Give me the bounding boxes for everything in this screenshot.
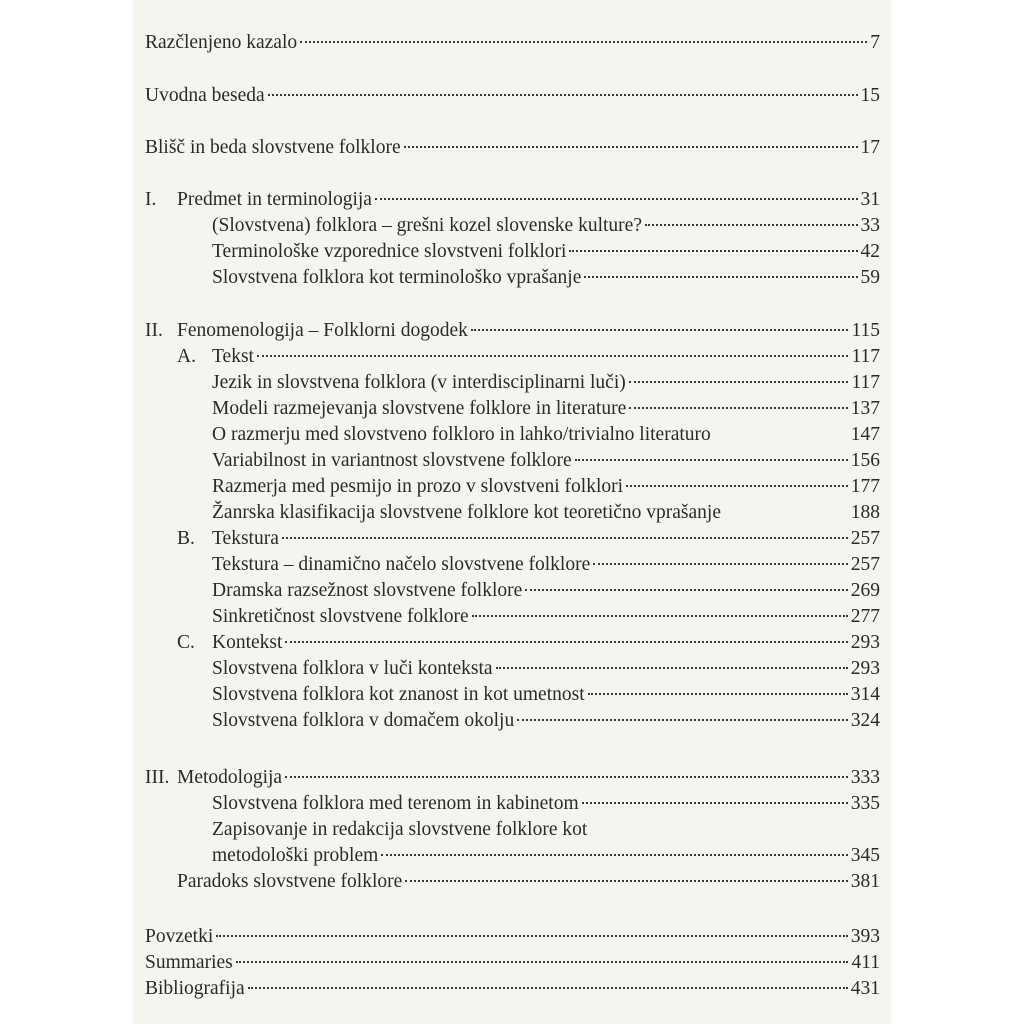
dot-leader (584, 276, 857, 278)
toc-title: Fenomenologija – Folklorni dogodek (177, 320, 468, 341)
dot-leader (236, 961, 849, 963)
toc-entry-subsection (145, 499, 880, 527)
toc-title: (Slovstvena) folklora – grešni kozel slovenske kulture? (212, 215, 642, 236)
toc-page-number: 15 (860, 85, 880, 106)
dot-leader (626, 485, 848, 487)
dot-leader (472, 615, 848, 617)
toc-title: Kontekst (212, 632, 283, 653)
dot-leader (582, 802, 848, 804)
toc-page-number: 345 (850, 845, 880, 866)
toc-title: Variabilnost in variantnost slovstvene folklore (212, 450, 572, 471)
toc-page-number: 147 (850, 424, 880, 445)
toc-title: Slovstvena folklora v domačem okolju (212, 710, 515, 731)
toc-title: Summaries (145, 952, 233, 973)
toc-entry-summaries (145, 949, 880, 977)
toc-page-number: 59 (860, 267, 880, 288)
toc-title: Uvodna beseda (145, 85, 265, 106)
toc-entry-subsection (145, 212, 880, 240)
dot-leader (517, 719, 848, 721)
toc-page-number: 33 (860, 215, 880, 236)
toc-page-number: 411 (851, 952, 880, 973)
toc-title: Bibliografija (145, 978, 245, 999)
toc-page-number: 156 (850, 450, 880, 471)
dot-leader (404, 146, 858, 148)
toc-page-number: 333 (850, 767, 880, 788)
toc-entry-section-ii (145, 317, 880, 345)
toc-entry-subsection (145, 447, 880, 475)
toc-page-number: 31 (860, 189, 880, 210)
toc-page-number: 7 (870, 32, 880, 53)
toc-entry-uvodna-beseda (145, 82, 880, 110)
dot-leader (496, 667, 848, 669)
dot-leader (569, 250, 857, 252)
toc-number: I. (145, 189, 157, 210)
toc-entry-subsection (145, 681, 880, 709)
toc-page-number: 42 (860, 241, 880, 262)
toc-entry-part-b (145, 525, 880, 553)
toc-entry-subsection (145, 473, 880, 501)
dot-leader (629, 407, 848, 409)
toc-page-number: 117 (851, 346, 880, 367)
toc-page-number: 137 (850, 398, 880, 419)
dot-leader (593, 563, 848, 565)
toc-title: Sinkretičnost slovstvene folklore (212, 606, 469, 627)
toc-title: Blišč in beda slovstvene folklore (145, 137, 401, 158)
toc-number: C. (177, 632, 195, 653)
toc-title: Razčlenjeno kazalo (145, 32, 298, 53)
toc-title: Predmet in terminologija (177, 189, 372, 210)
toc-title: Razmerja med pesmijo in prozo v slovstveni folklori (212, 476, 624, 497)
toc-entry-povzetki (145, 923, 880, 951)
dot-leader (645, 224, 858, 226)
toc-page-number: 293 (850, 632, 880, 653)
toc-number: II. (145, 320, 163, 341)
dot-leader (300, 41, 867, 43)
toc-page-number: 269 (850, 580, 880, 601)
toc-title: Jezik in slovstvena folklora (v interdisciplinarni luči) (212, 372, 626, 393)
dot-leader (375, 198, 858, 200)
toc-number: III. (145, 767, 170, 788)
toc-title: Metodologija (177, 767, 283, 788)
dot-leader (405, 880, 847, 882)
dot-leader (285, 776, 848, 778)
dot-leader (285, 641, 847, 643)
toc-entry-section-i (145, 186, 880, 214)
toc-page-number: 335 (850, 793, 880, 814)
toc-page-number: 117 (851, 372, 880, 393)
toc-entry-razclenjeno-kazalo (145, 29, 880, 57)
toc-entry-subsection (145, 816, 880, 844)
dot-leader (257, 355, 849, 357)
toc-entry-blisc-in-beda (145, 134, 880, 162)
toc-entry-part-a (145, 343, 880, 371)
toc-page-number: 393 (850, 926, 880, 947)
toc-entry-section-iii (145, 764, 880, 792)
toc-title: Slovstvena folklora kot terminološko vprašanje (212, 267, 582, 288)
toc-title: Tekstura (212, 528, 279, 549)
toc-entry-subsection (145, 603, 880, 631)
toc-entry-subsection (145, 238, 880, 266)
toc-entry-subsection (145, 551, 880, 579)
toc-title: Žanrska klasifikacija slovstvene folklore kot teoretično vprašanje (212, 502, 721, 523)
toc-page-number: 324 (850, 710, 880, 731)
dot-leader (588, 693, 848, 695)
toc-entry-subsection (145, 264, 880, 292)
toc-title: Dramska razsežnost slovstvene folklore (212, 580, 523, 601)
toc-title: Povzetki (145, 926, 214, 947)
toc-entry-subsection (145, 395, 880, 423)
toc-number: A. (177, 346, 196, 367)
toc-page-number: 277 (850, 606, 880, 627)
dot-leader (248, 987, 848, 989)
toc-entry-part-c (145, 629, 880, 657)
toc-entry-subsection (145, 369, 880, 397)
toc-title: Tekstura – dinamično načelo slovstvene folklore (212, 554, 591, 575)
toc-page-number: 293 (850, 658, 880, 679)
toc-entry-subsection (145, 707, 880, 735)
toc-page-number: 257 (850, 528, 880, 549)
toc-entry-subsection-continued (145, 842, 880, 870)
toc-entry-subsection (145, 421, 880, 449)
toc-page-number: 188 (850, 502, 880, 523)
toc-page-number: 431 (850, 978, 880, 999)
dot-leader (525, 589, 847, 591)
toc-title: Zapisovanje in redakcija slovstvene folklore kot (212, 819, 588, 840)
toc-title: Modeli razmejevanja slovstvene folklore in literature (212, 398, 627, 419)
toc-page-number: 314 (850, 684, 880, 705)
toc-entry-subsection (145, 577, 880, 605)
dot-leader (575, 459, 848, 461)
toc-title: Slovstvena folklora med terenom in kabinetom (212, 793, 579, 814)
dot-leader (381, 854, 847, 856)
toc-title: metodološki problem (212, 845, 379, 866)
dot-leader (282, 537, 848, 539)
toc-title: Slovstvena folklora kot znanost in kot umetnost (212, 684, 585, 705)
toc-title: O razmerju med slovstveno folkloro in lahko/trivialno literaturo (212, 424, 711, 445)
toc-title: Tekst (212, 346, 254, 367)
toc-page-number: 381 (850, 871, 880, 892)
toc-title: Terminološke vzporednice slovstveni folklori (212, 241, 567, 262)
toc-page-number: 257 (850, 554, 880, 575)
dot-leader (216, 935, 848, 937)
toc-title: Paradoks slovstvene folklore (177, 871, 403, 892)
toc-entry-subsection (145, 655, 880, 683)
dot-leader (471, 329, 849, 331)
toc-page-number: 177 (850, 476, 880, 497)
toc-entry-bibliografija (145, 975, 880, 1003)
dot-leader (629, 381, 849, 383)
toc-title: Slovstvena folklora v luči konteksta (212, 658, 493, 679)
toc-entry-paradoks (145, 868, 880, 896)
toc-number: B. (177, 528, 195, 549)
dot-leader (268, 94, 858, 96)
toc-page-number: 17 (860, 137, 880, 158)
toc-page-number: 115 (851, 320, 880, 341)
toc-entry-subsection (145, 790, 880, 818)
